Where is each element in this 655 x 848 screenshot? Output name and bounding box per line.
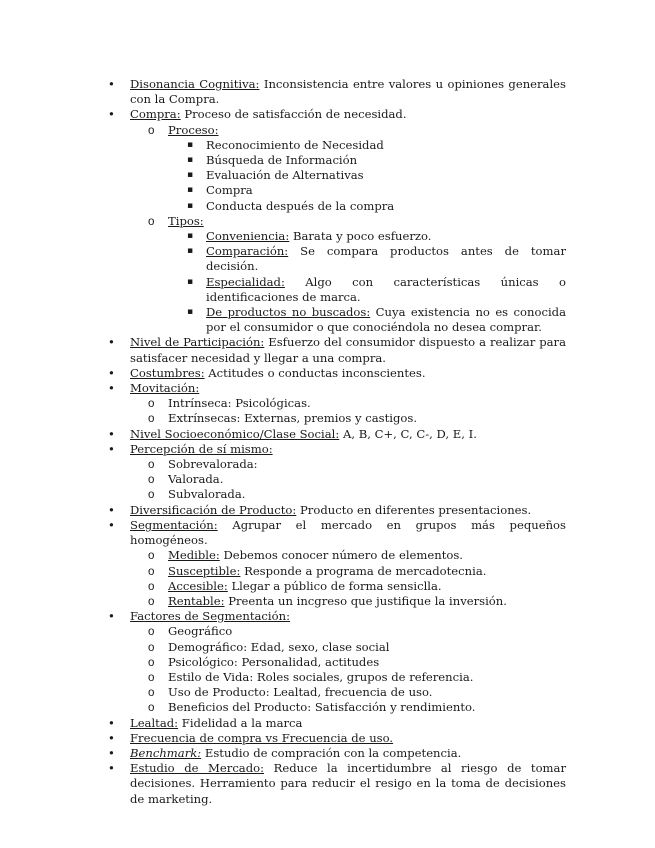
sub-item — [108, 548, 566, 563]
list-item — [108, 716, 566, 731]
term: Lealtad: — [130, 715, 179, 730]
term: Diversificación de Producto: — [130, 502, 297, 517]
list-item — [108, 381, 566, 427]
term: Disonancia Cognitiva: — [130, 77, 260, 91]
list-item — [108, 761, 566, 807]
term: Especialidad: — [206, 274, 285, 289]
sub-item: o Extrínsecas: Externas, premios y castigos. — [108, 411, 566, 426]
sub-item — [108, 564, 566, 579]
step-item: ▪ Reconocimiento de Necesidad — [108, 138, 566, 153]
term: Conveniencia: — [206, 229, 290, 244]
term: Rentable: — [168, 593, 225, 608]
list-item — [108, 731, 566, 746]
list-item — [108, 366, 566, 381]
sub-item — [108, 579, 566, 594]
document-body — [108, 77, 566, 807]
type-list — [168, 229, 566, 335]
definition: Reduce la incertidumbre al riesgo de tomar decisiones. Herramiento para reducir el resigo en la toma de decisiones de marketing. — [130, 761, 566, 806]
sub-item — [108, 214, 566, 336]
sub-item: o Uso de Producto: Lealtad, frecuencia de uso. — [108, 685, 566, 700]
definition: Responde a programa de mercadotecnia. — [240, 563, 487, 578]
definition: Barata y poco esfuerzo. — [289, 229, 432, 244]
type-item — [108, 275, 566, 305]
step-item: ▪ Compra — [108, 183, 566, 198]
sub-list — [130, 396, 566, 426]
list-item — [108, 77, 566, 107]
definition: Preenta un incgreso que justifique la inversión. — [224, 593, 507, 608]
term: Percepción de sí mismo: — [130, 441, 273, 456]
sub-list — [130, 548, 566, 609]
definition: Debemos conocer número de elementos. — [219, 548, 463, 563]
term: De productos no buscados: — [206, 305, 371, 320]
step-item: ▪ Búsqueda de Información — [108, 153, 566, 168]
sub-item — [108, 594, 566, 609]
step-item: ▪ Conducta después de la compra — [108, 199, 566, 214]
step-item: ▪ Evaluación de Alternativas — [108, 168, 566, 183]
list-item — [108, 442, 566, 503]
term: Accesible: — [168, 578, 228, 593]
term: Tipos: — [168, 213, 204, 228]
definition: A, B, C+, C, C-, D, E, I. — [339, 426, 477, 441]
term: Factores de Segmentación: — [130, 609, 290, 624]
definition: Proceso de satisfacción de necesidad. — [180, 107, 407, 122]
sub-item: o Demográfico: Edad, sexo, clase social — [108, 640, 566, 655]
term: Frecuencia de compra vs Frecuencia de uso. — [130, 730, 394, 745]
sub-list — [130, 123, 566, 336]
sub-list — [130, 624, 566, 715]
definition: Llegar a público de forma sensiclla. — [227, 578, 442, 593]
list-item — [108, 427, 566, 442]
definition: Inconsistencia entre valores u opiniones generales con la Compra. — [130, 77, 566, 107]
step-list — [168, 138, 566, 214]
sub-item: o Subvalorada. — [108, 487, 566, 502]
term: Nivel Socioeconómico/Clase Social: — [130, 426, 340, 441]
definition: Agrupar el mercado en grupos más pequeños homogéneos. — [130, 517, 566, 548]
definition: Estudio de compración con la competencia. — [201, 745, 462, 760]
term: Segmentación: — [130, 517, 218, 532]
definition: Se compara productos antes de tomar decisión. — [206, 244, 566, 274]
term: Movitación: — [130, 381, 200, 396]
list-item — [108, 335, 566, 365]
term: Susceptible: — [168, 563, 241, 578]
list-item — [108, 746, 566, 761]
term: Proceso: — [168, 122, 219, 137]
sub-item: o Estilo de Vida: Roles sociales, grupos de referencia. — [108, 670, 566, 685]
term: Benchmark: — [130, 745, 202, 760]
type-item — [108, 244, 566, 274]
definition: Fidelidad a la marca — [178, 715, 303, 730]
sub-item: o Sobrevalorada: — [108, 457, 566, 472]
sub-item — [108, 123, 566, 214]
definition: Actitudes o conductas inconscientes. — [204, 365, 426, 380]
term: Comparación: — [206, 244, 289, 259]
sub-item: o Geográfico — [108, 624, 566, 639]
list-item — [108, 609, 566, 715]
definition: Algo con características únicas o identificaciones de marca. — [206, 274, 566, 304]
sub-item: o Beneficios del Producto: Satisfacción y rendimiento. — [108, 700, 566, 715]
sub-list — [130, 457, 566, 503]
list-item — [108, 107, 566, 335]
type-item — [108, 305, 566, 335]
type-item — [108, 229, 566, 244]
sub-item: o Intrínseca: Psicológicas. — [108, 396, 566, 411]
sub-item: o Valorada. — [108, 472, 566, 487]
definition: Esfuerzo del consumidor dispuesto a realizar para satisfacer necesidad y llegar a una compra. — [130, 335, 566, 365]
notes-list — [108, 77, 566, 807]
term: Costumbres: — [130, 365, 205, 380]
definition: Cuya existencia no es conocida por el consumidor o que conociéndola no desea comprar. — [206, 305, 566, 335]
list-item — [108, 503, 566, 518]
sub-item: o Psicológico: Personalidad, actitudes — [108, 655, 566, 670]
term: Estudio de Mercado: — [130, 761, 265, 776]
term: Compra: — [130, 107, 181, 122]
list-item — [108, 518, 566, 609]
term: Nivel de Participación: — [130, 335, 265, 350]
term: Medible: — [168, 548, 220, 563]
definition: Producto en diferentes presentaciones. — [296, 502, 532, 517]
